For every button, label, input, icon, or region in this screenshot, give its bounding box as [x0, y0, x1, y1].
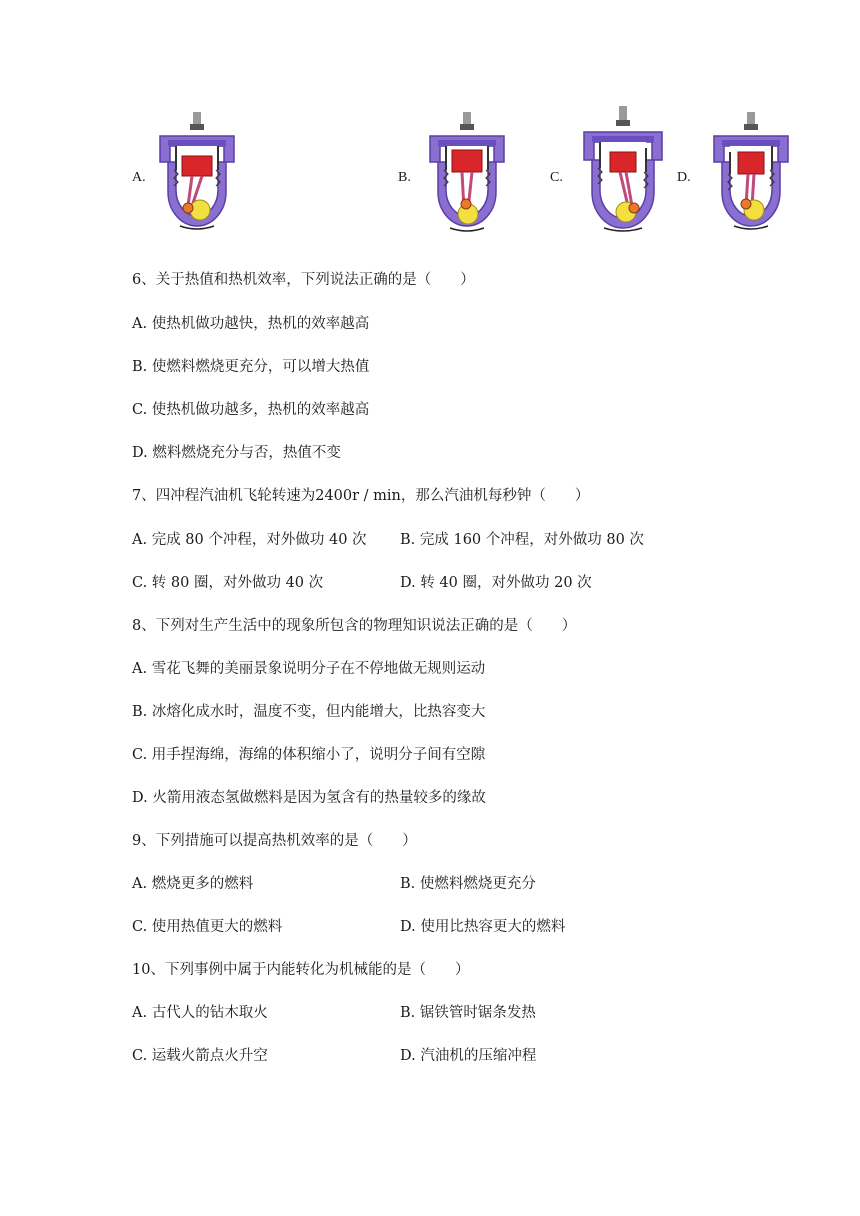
- engine-diagram-d: [706, 110, 796, 242]
- option-c: C. 使热机做功越多，热机的效率越高: [132, 402, 370, 418]
- figure-option-b-label: B.: [398, 170, 411, 185]
- engine-diagram-c: [578, 104, 668, 242]
- option-c: C. 运载火箭点火升空: [132, 1048, 268, 1064]
- engine-diagram-a: [152, 110, 242, 242]
- question-stem: 9、下列措施可以提高热机效率的是（ ）: [132, 833, 417, 849]
- question-stem: 7、四冲程汽油机飞轮转速为2400r / min，那么汽油机每秒钟（ ）: [132, 488, 590, 504]
- option-d: D. 汽油机的压缩冲程: [400, 1048, 537, 1064]
- option-d: D. 燃料燃烧充分与否，热值不变: [132, 445, 341, 461]
- option-a: A. 燃烧更多的燃料: [132, 876, 254, 892]
- option-b: B. 冰熔化成水时，温度不变，但内能增大，比热容变大: [132, 704, 486, 720]
- option-a: A. 古代人的钻木取火: [132, 1005, 268, 1021]
- option-b: B. 完成 160 个冲程，对外做功 80 次: [400, 532, 644, 548]
- option-c: C. 使用热值更大的燃料: [132, 919, 283, 935]
- option-c: C. 用手捏海绵，海绵的体积缩小了，说明分子间有空隙: [132, 747, 486, 763]
- option-a: A. 使热机做功越快，热机的效率越高: [132, 316, 370, 332]
- question-stem: 6、关于热值和热机效率，下列说法正确的是（ ）: [132, 272, 475, 288]
- option-b: B. 使燃料燃烧更充分: [400, 876, 536, 892]
- engine-diagram-b: [422, 110, 512, 242]
- figure-option-a-label: A.: [132, 170, 146, 185]
- option-b: B. 使燃料燃烧更充分，可以增大热值: [132, 359, 370, 375]
- question-stem: 8、下列对生产生活中的现象所包含的物理知识说法正确的是（ ）: [132, 618, 577, 634]
- option-b: B. 锯铁管时锯条发热: [400, 1005, 536, 1021]
- figure-option-d-label: D.: [677, 170, 691, 185]
- option-d: D. 火箭用液态氢做燃料是因为氢含有的热量较多的缘故: [132, 790, 486, 806]
- option-c: C. 转 80 圈，对外做功 40 次: [132, 575, 324, 591]
- option-a: A. 雪花飞舞的美丽景象说明分子在不停地做无规则运动: [132, 661, 486, 677]
- question-stem: 10、下列事例中属于内能转化为机械能的是（ ）: [132, 962, 470, 978]
- option-d: D. 转 40 圈，对外做功 20 次: [400, 575, 592, 591]
- option-a: A. 完成 80 个冲程，对外做功 40 次: [132, 532, 367, 548]
- option-d: D. 使用比热容更大的燃料: [400, 919, 566, 935]
- figure-option-c-label: C.: [550, 170, 563, 185]
